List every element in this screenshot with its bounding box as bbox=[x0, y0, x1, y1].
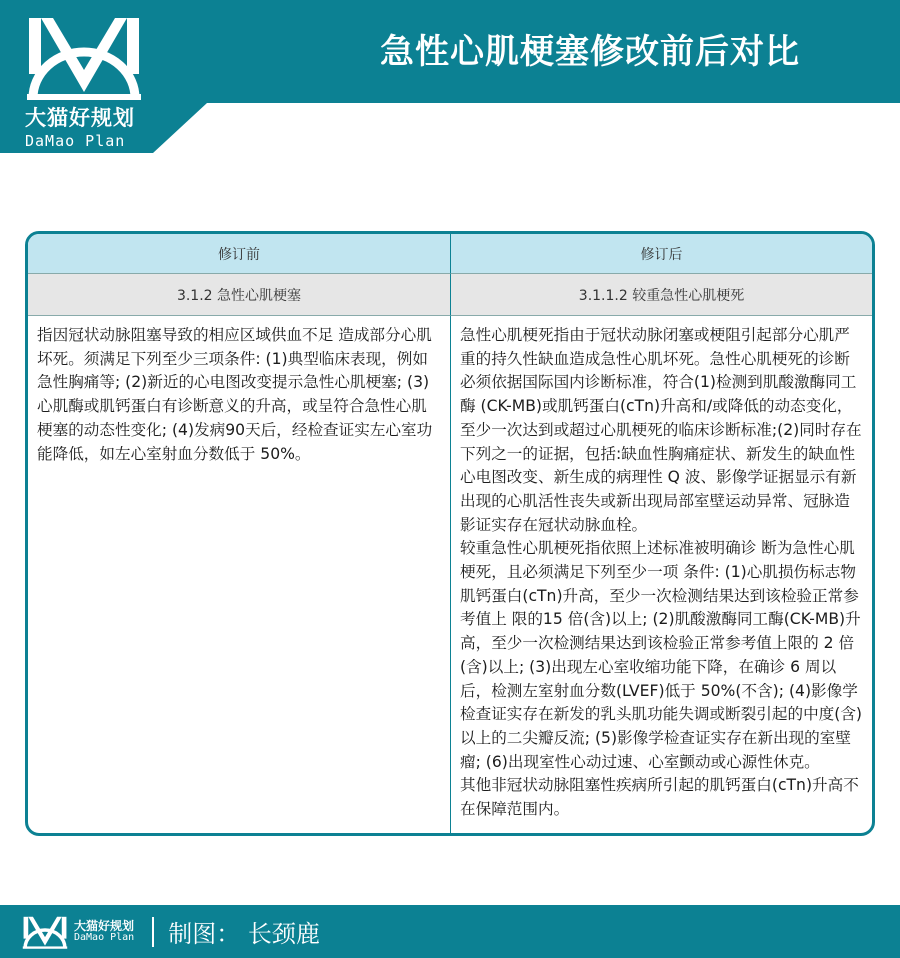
body-after bbox=[451, 316, 872, 833]
comparison-table bbox=[25, 231, 875, 836]
before-paragraph: 指因冠状动脉阻塞导致的相应区域供血不足 造成部分心肌坏死。须满足下列至少三项条件: (1)典型临床表现，例如急性胸痛等; (2)新近的心电图改变提示急性心肌梗塞; (3)心肌酶或肌钙蛋白有诊断意义的升高，或呈符合急性心肌梗塞的动态性变化; (4)发病90天后，经检查证实左心室功能降低，如左心室射血分数低于 50%。 bbox=[37, 326, 433, 463]
cat-logo-icon bbox=[25, 14, 143, 100]
after-paragraph-3: 其他非冠状动脉阻塞性疾病所引起的肌钙蛋白(cTn)升高不在保障范围内。 bbox=[460, 776, 859, 819]
footer-credit: 制图： 长颈鹿 bbox=[168, 920, 320, 948]
column-header-after: 修订后 bbox=[451, 234, 872, 274]
cat-logo-icon bbox=[22, 915, 68, 949]
column-header-before: 修订前 bbox=[28, 234, 451, 274]
body-before bbox=[28, 316, 451, 833]
after-paragraph-2: 较重急性心肌梗死指依照上述标准被明确诊 断为急性心肌梗死，且必须满足下列至少一项 条件: (1)心肌损伤标志物肌钙蛋白(cTn)升高，至少一次检测结果达到该检验正常参考值上 限的15 倍(含)以上; (2)肌酸激酶同工酶(CK-MB)升高，至少一次检测结果达到该检验正常参考值上限的 2 倍(含)以上; (3)出现左心室收缩功能下降，在确诊 6 周以后，检测左室射血分数(LVEF)低于 50%(不含); (4)影像学检查证实存在新发的乳头肌功能失调或断裂引起的中度(含)以上的二尖瓣反流; (5)影像学检查证实存在新出现的室壁瘤; (6)出现室性心动过速、心室颤动或心源性休克。 bbox=[460, 539, 863, 771]
footer-divider bbox=[152, 917, 154, 947]
brand-logo bbox=[25, 14, 143, 150]
subheader-after: 3.1.1.2 较重急性心肌梗死 bbox=[451, 274, 872, 316]
after-paragraph-1: 急性心肌梗死指由于冠状动脉闭塞或梗阻引起部分心肌严重的持久性缺血造成急性心肌坏死。急性心肌梗死的诊断必须依据国际国内诊断标准，符合(1)检测到肌酸激酶同工酶 (CK-MB)或肌钙蛋白(cTn)升高和/或降低的动态变化，至少一次达到或超过心肌梗死的临床诊断标准;(2)同时存在下列之一的证据，包括:缺血性胸痛症状、新发生的缺血性心电图改变、新生成的病理性 Q 波、影像学证据显示有新出现的心肌活性丧失或新出现局部室壁运动异常、冠脉造影证实存在冠状动脉血栓。 bbox=[460, 326, 862, 534]
footer-brand-en: DaMao Plan bbox=[74, 931, 135, 943]
brand-name-en: DaMao Plan bbox=[25, 132, 126, 150]
footer-logo bbox=[22, 915, 134, 949]
subheader-before: 3.1.2 急性心肌梗塞 bbox=[28, 274, 451, 316]
footer-bar bbox=[0, 905, 900, 958]
page-title: 急性心肌梗塞修改前后对比 bbox=[380, 32, 800, 72]
brand-name-cn: 大猫好规划 bbox=[25, 106, 135, 130]
footer-brand-cn: 大猫好规划 bbox=[74, 918, 135, 933]
